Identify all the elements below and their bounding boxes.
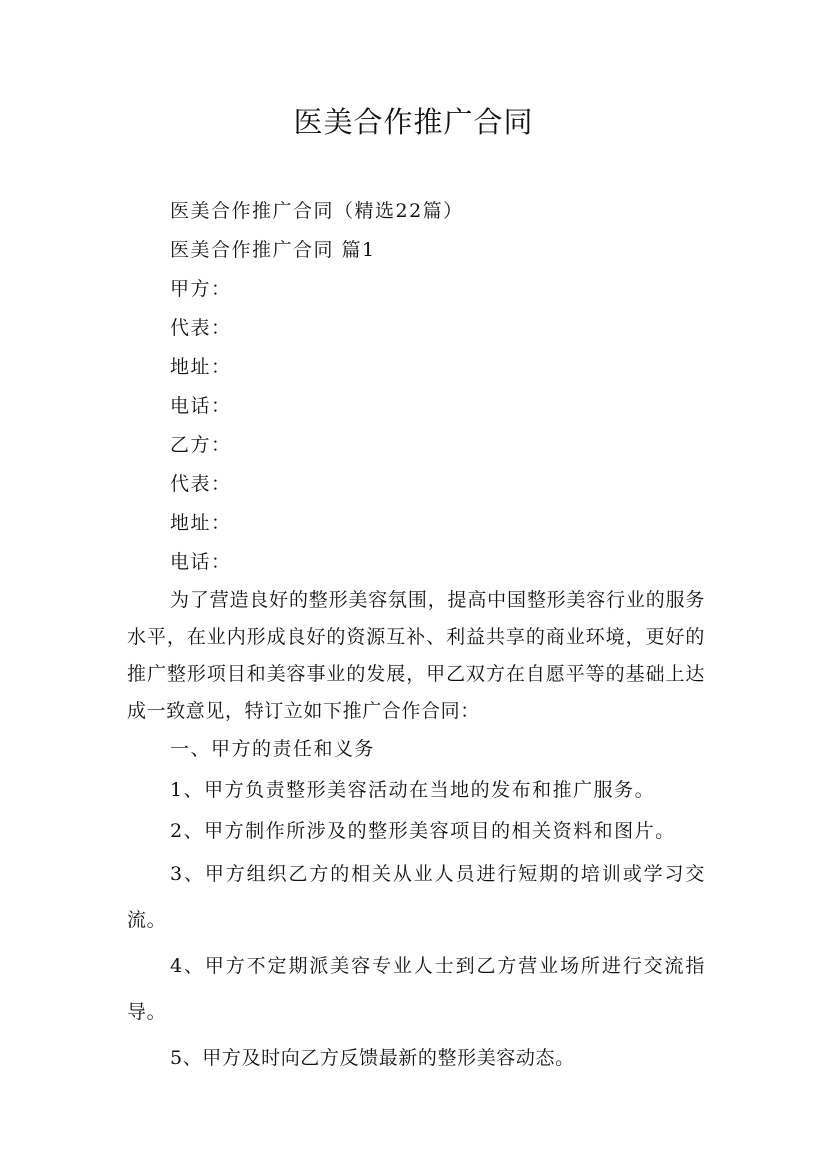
party-a-label: 甲方： xyxy=(170,278,232,300)
party-b-address-label: 地址： xyxy=(170,512,232,534)
party-b-phone-label: 电话： xyxy=(170,551,232,573)
party-a-representative-label: 代表： xyxy=(170,317,232,339)
section-title-line: 医美合作推广合同 篇1 xyxy=(170,239,376,261)
clause-4: 4、甲方不定期派美容专业人士到乙方营业场所进行交流指导。 xyxy=(127,955,705,1023)
party-b-label: 乙方： xyxy=(170,434,232,456)
party-b-representative-label: 代表： xyxy=(170,473,232,495)
clause-1: 1、甲方负责整形美容活动在当地的发布和推广服务。 xyxy=(170,779,656,801)
clause-2: 2、甲方制作所涉及的整形美容项目的相关资料和图片。 xyxy=(170,820,676,842)
party-a-address-label: 地址： xyxy=(170,356,232,378)
intro-paragraph: 为了营造良好的整形美容氛围，提高中国整形美容行业的服务水平，在业内形成良好的资源互补、利益共享的商业环境，更好的推广整形项目和美容事业的发展，甲乙双方在自愿平等的基础上达成一致意见，特订立如下推广合作合同： xyxy=(127,589,705,722)
clause-3: 3、甲方组织乙方的相关从业人员进行短期的培训或学习交流。 xyxy=(127,863,705,931)
section-heading: 一、甲方的责任和义务 xyxy=(170,738,376,760)
subtitle-line: 医美合作推广合同（精选22篇） xyxy=(170,200,464,222)
party-a-phone-label: 电话： xyxy=(170,395,232,417)
clause-5: 5、甲方及时向乙方反馈最新的整形美容动态。 xyxy=(170,1047,575,1069)
document-body xyxy=(127,192,705,1081)
document-title: 医美合作推广合同 xyxy=(293,105,534,139)
